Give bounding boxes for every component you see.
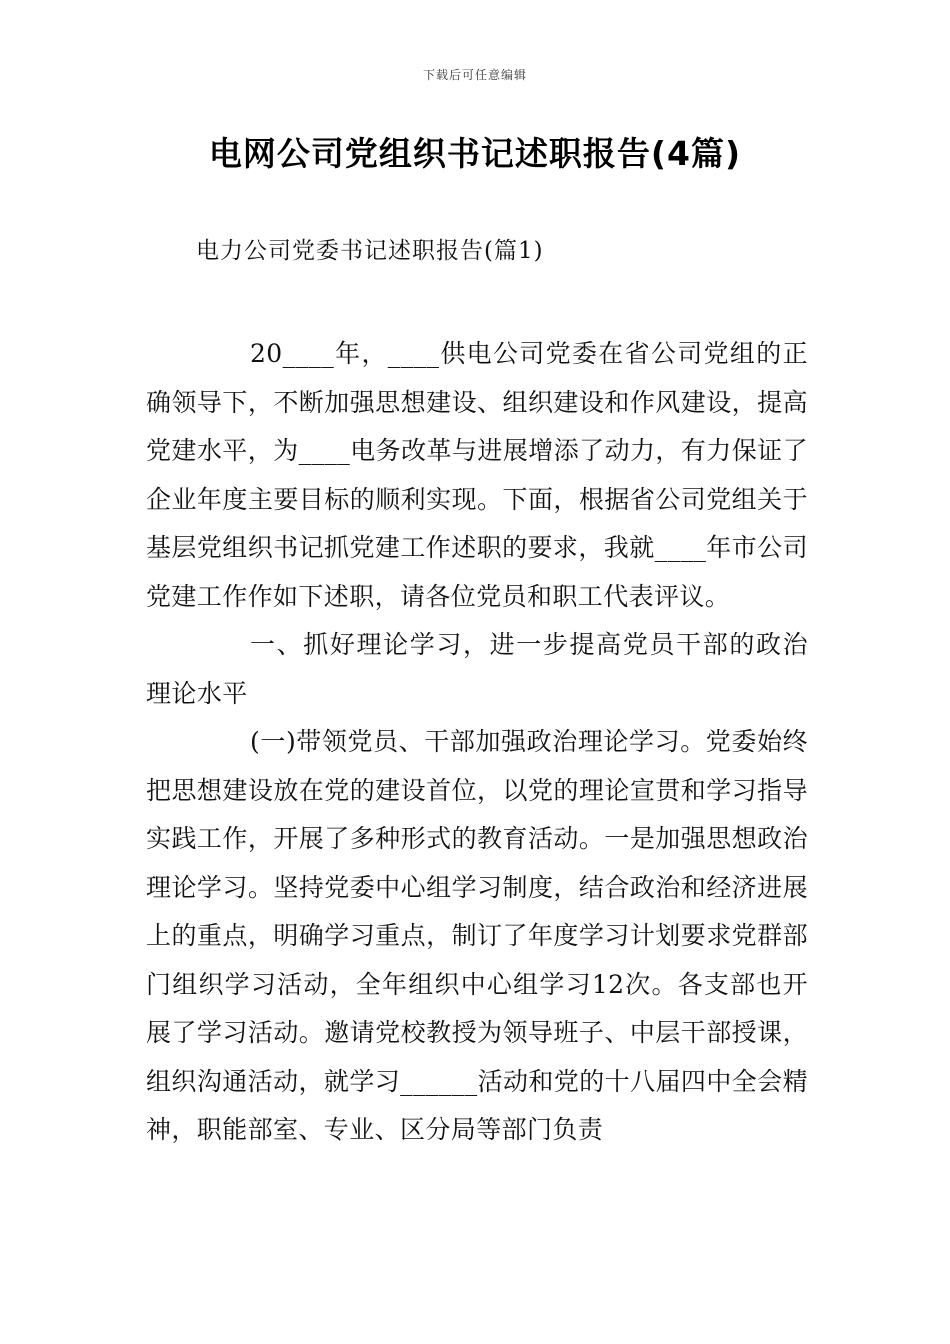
paragraph-heading-1: 一、抓好理论学习，进一步提高党员干部的政治理论水平 (146, 630, 808, 708)
paragraph-intro: 20____年，____供电公司党委在省公司党组的正确领导下，不断加强思想建设、组织建设和作风建设，提高党建水平，为____电务改革与进展增添了动力，有力保证了企业年度主要目标的顺利实现。下面，根据省公司党组关于基层党组织书记抓党建工作述职的要求，我就____年市公司党建工作作如下述职，请各位党员和职工代表评议。 (146, 339, 808, 611)
body-text (146, 330, 808, 1155)
paragraph-section-1-1: (一)带领党员、干部加强政治理论学习。党委始终把思想建设放在党的建设首位，以党的理论宣贯和学习指导实践工作，开展了多种形式的教育活动。一是加强思想政治理论学习。坚持党委中心组学习制度，结合政治和经济进展上的重点，明确学习重点，制订了年度学习计划要求党群部门组织学习活动，全年组织中心组学习12次。各支部也开展了学习活动。邀请党校教授为领导班子、中层干部授课，组织沟通活动，就学习______活动和党的十八届四中全会精神，职能部室、专业、区分局等部门负责 (146, 727, 808, 1144)
document-title: 电网公司党组织书记述职报告(4篇) (208, 134, 742, 173)
section-subtitle: 电力公司党委书记述职报告(篇1) (196, 238, 544, 264)
header-note: 下载后可任意编辑 (422, 68, 527, 82)
